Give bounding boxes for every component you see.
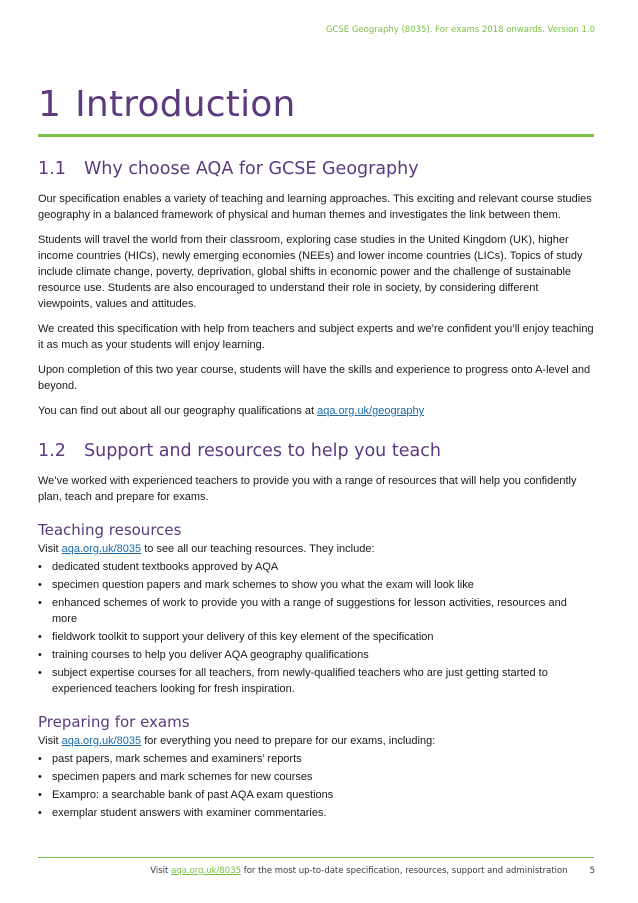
visit-suffix: to see all our teaching resources. They include: <box>141 543 375 555</box>
list-item <box>38 595 594 627</box>
paragraph: We’ve worked with experienced teachers to provide you with a range of resources that will help you confidently plan, teach and prepare for exams. <box>38 475 577 503</box>
section-heading <box>38 439 594 463</box>
list-item <box>38 751 594 767</box>
chapter-divider <box>38 134 594 137</box>
page-content <box>38 157 594 823</box>
subsection-title: Teaching resources <box>38 521 182 539</box>
section-heading <box>38 157 594 181</box>
list-item-text: subject expertise courses for all teachers, from newly-qualified teachers who are just getting started to experienced teachers looking for fresh inspiration. <box>52 667 548 695</box>
paragraph <box>38 403 594 419</box>
bullet-icon: • <box>38 807 42 819</box>
list-item <box>38 577 594 593</box>
paragraph: Our specification enables a variety of teaching and learning approaches. This exciting and relevant course studies geography in a balanced framework of physical and human themes and investigates the link between them. <box>38 193 592 221</box>
bullet-icon: • <box>38 561 42 573</box>
paragraph: We created this specification with help from teachers and subject experts and we’re confident you’ll enjoy teaching it as much as your students will enjoy learning. <box>38 323 594 351</box>
list-item-text: specimen papers and mark schemes for new courses <box>52 771 313 783</box>
geography-link[interactable]: aqa.org.uk/geography <box>317 405 425 417</box>
section-number: 1.1 <box>38 159 66 179</box>
footer-suffix: for the most up-to-date specification, resources, support and administration <box>241 866 568 876</box>
footer-link[interactable]: aqa.org.uk/8035 <box>171 866 242 876</box>
list-item-text: past papers, mark schemes and examiners’ reports <box>52 753 302 765</box>
chapter-title <box>38 84 296 125</box>
running-header: GCSE Geography (8035). For exams 2018 onwards. Version 1.0 <box>325 25 595 35</box>
list-item-text: dedicated student textbooks approved by AQA <box>52 561 279 573</box>
section-number: 1.2 <box>38 441 66 461</box>
bullet-icon: • <box>38 579 42 591</box>
exams-link[interactable]: aqa.org.uk/8035 <box>61 735 142 747</box>
page-footer <box>150 866 595 876</box>
bullet-icon: • <box>38 771 42 783</box>
footer-divider <box>38 857 594 858</box>
list-item-text: specimen question papers and mark schemes to show you what the exam will look like <box>52 579 474 591</box>
bullet-icon: • <box>38 789 42 801</box>
chapter-title-text: Introduction <box>75 84 296 125</box>
list-item <box>38 665 594 697</box>
chapter-number: 1 <box>38 84 62 125</box>
visit-prefix: Visit <box>38 543 62 555</box>
list-item <box>38 559 594 575</box>
footer-prefix: Visit <box>150 866 172 876</box>
teaching-resources <box>38 519 594 697</box>
find-out-text: You can find out about all our geography qualifications at <box>38 405 318 417</box>
section-title: Why choose AQA for GCSE Geography <box>84 159 419 179</box>
visit-line <box>38 541 594 557</box>
list-item-text: enhanced schemes of work to provide you with a range of suggestions for lesson activities, resources and more <box>52 597 567 625</box>
bullet-list <box>38 751 594 821</box>
subsection-title: Preparing for exams <box>38 713 190 731</box>
list-item-text: training courses to help you deliver AQA geography qualifications <box>52 649 369 661</box>
list-item <box>38 787 594 803</box>
bullet-icon: • <box>38 631 42 643</box>
paragraph: Upon completion of this two year course, students will have the skills and experience to progress onto A-level and beyond. <box>38 364 591 392</box>
section-title: Support and resources to help you teach <box>84 441 441 461</box>
visit-suffix: for everything you need to prepare for our exams, including: <box>141 735 436 747</box>
list-item-text: exemplar student answers with examiner commentaries. <box>52 807 327 819</box>
section-why-choose <box>38 157 594 419</box>
paragraph: Students will travel the world from their classroom, exploring case studies in the United Kingdom (UK), higher income countries (HICs), newly emerging economies (NEEs) and lower income countries (LICs). Topics of study include climate change, poverty, deprivation, global shifts in economic power and the challenge of sustainable resource use. Students are also encouraged to understand their role in society, by considering different viewpoints, values and attitudes. <box>38 234 583 310</box>
section-support <box>38 439 594 821</box>
list-item <box>38 805 594 821</box>
bullet-icon: • <box>38 667 42 679</box>
list-item-text: fieldwork toolkit to support your delivery of this key element of the specification <box>52 631 434 643</box>
page-number: 5 <box>589 866 595 876</box>
resources-link[interactable]: aqa.org.uk/8035 <box>61 543 142 555</box>
list-item <box>38 769 594 785</box>
bullet-icon: • <box>38 597 42 609</box>
bullet-list <box>38 559 594 697</box>
visit-prefix: Visit <box>38 735 62 747</box>
list-item-text: Exampro: a searchable bank of past AQA exam questions <box>52 789 334 801</box>
list-item <box>38 629 594 645</box>
list-item <box>38 647 594 663</box>
bullet-icon: • <box>38 753 42 765</box>
visit-line <box>38 733 594 749</box>
preparing-for-exams <box>38 711 594 821</box>
bullet-icon: • <box>38 649 42 661</box>
